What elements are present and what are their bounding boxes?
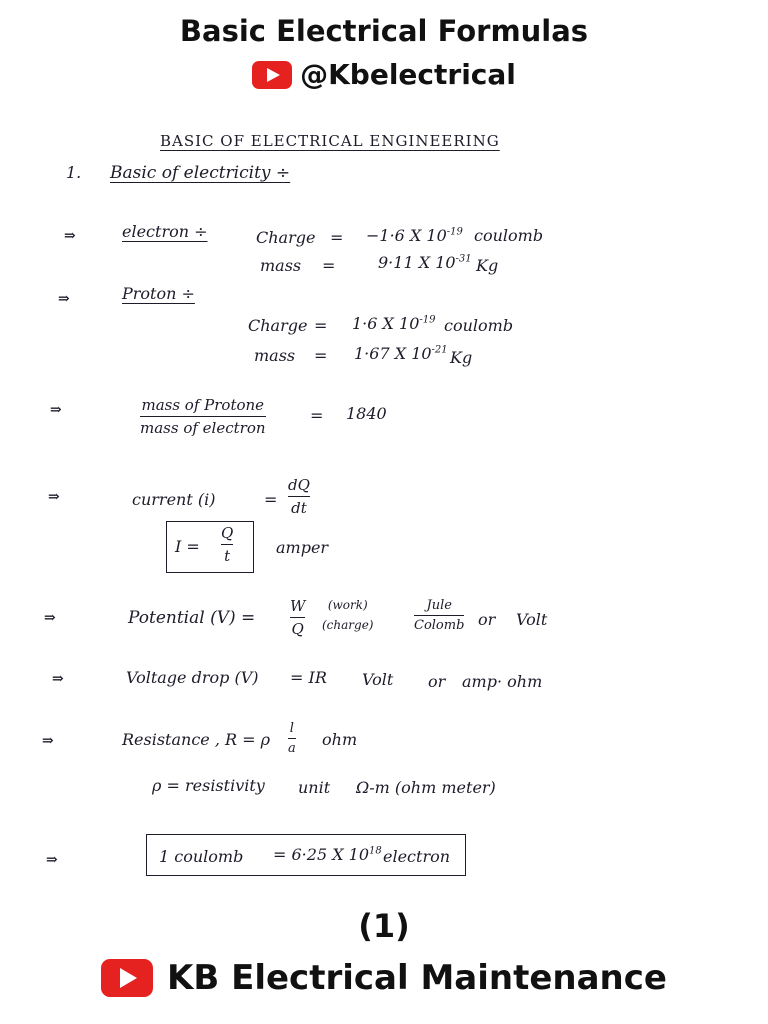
ratio-value: 1840 [346, 404, 387, 423]
bullet-arrow-icon: ⇒ [58, 291, 70, 307]
section-number: 1. [66, 163, 82, 182]
channel-handle: @Kbelectrical [300, 58, 516, 91]
current-unit: amper [276, 538, 329, 557]
bullet-arrow-icon: ⇒ [52, 671, 64, 687]
proton-label: Proton ÷ [122, 284, 195, 303]
bullet-arrow-icon: ⇒ [48, 489, 60, 505]
resistance-label: Resistance , R = ρ [122, 730, 271, 749]
electron-mass-value: 9·11 X $10^{-31}$ [378, 253, 472, 272]
bullet-arrow-icon: ⇒ [64, 228, 76, 244]
bullet-arrow-icon: ⇒ [42, 733, 54, 749]
electron-label: electron ÷ [122, 222, 208, 241]
proton-mass-eq: = [314, 346, 328, 365]
potential-alt-unit: Volt [516, 610, 548, 629]
current-label: current (i) [132, 490, 216, 509]
notes-heading: BASIC OF ELECTRICAL ENGINEERING [160, 132, 500, 150]
footer-channel-row [0, 958, 768, 998]
electron-mass-eq: = [322, 256, 336, 275]
potential-unit-fraction: Jule Colomb [414, 598, 465, 633]
proton-mass-label: mass [254, 346, 296, 365]
voltage-drop-label: Voltage drop (V) [126, 668, 259, 687]
potential-notes: (work) (charge) [322, 598, 374, 632]
page-number: (1) [358, 907, 410, 945]
electron-mass-unit: Kg [476, 256, 499, 275]
potential-label: Potential (V) = [128, 608, 256, 628]
resistivity-line: ρ = resistivity [152, 776, 265, 795]
proton-charge-label: Charge [248, 316, 308, 335]
current-derivative: dQ dt [288, 476, 310, 517]
proton-charge-value: 1·6 X $10^{-19}$ [352, 314, 436, 333]
proton-charge-unit: coulomb [444, 316, 514, 335]
electron-charge-unit: coulomb [474, 226, 544, 245]
resistance-unit: ohm [322, 730, 358, 749]
bullet-arrow-icon: ⇒ [44, 610, 56, 626]
section-title: Basic of electricity ÷ [110, 163, 291, 183]
proton-mass-unit: Kg [450, 348, 473, 367]
voltage-drop-eq: = IR [290, 668, 327, 687]
electron-charge-eq: = [330, 228, 344, 247]
resistivity-unit: Ω-m (ohm meter) [356, 778, 496, 797]
ratio-numerator: mass of Protone [141, 396, 265, 414]
bullet-arrow-icon: ⇒ [46, 852, 58, 868]
current-eq: = [264, 490, 278, 509]
potential-or: or [478, 610, 496, 629]
ratio-denominator: mass of electron [140, 419, 266, 437]
footer-channel-name: KB Electrical Maintenance [167, 958, 667, 998]
proton-mass-value: 1·67 X $10^{-21}$ [354, 344, 448, 363]
bullet-arrow-icon: ⇒ [50, 402, 62, 418]
electron-mass-label: mass [260, 256, 302, 275]
youtube-play-icon [101, 959, 153, 997]
coulomb-box: 1 coulomb = 6·25 X $10^{18}$ electron [146, 834, 466, 876]
mass-ratio-fraction [140, 396, 266, 437]
proton-charge-eq: = [314, 316, 328, 335]
potential-fraction: W Q [290, 597, 306, 638]
voltage-drop-unit: Volt [362, 670, 394, 689]
voltage-drop-or: or [428, 672, 446, 691]
electron-charge-value: −1·6 X $10^{-19}$ [366, 226, 463, 245]
current-formula-box: I = Q t [166, 521, 254, 573]
resistivity-unit-label: unit [298, 778, 331, 797]
voltage-drop-alt-unit: amp· ohm [462, 672, 543, 691]
electron-charge-label: Charge [256, 228, 316, 247]
resistance-fraction: l a [288, 721, 296, 756]
page-title: Basic Electrical Formulas [179, 14, 589, 48]
ratio-eq: = [310, 406, 324, 425]
